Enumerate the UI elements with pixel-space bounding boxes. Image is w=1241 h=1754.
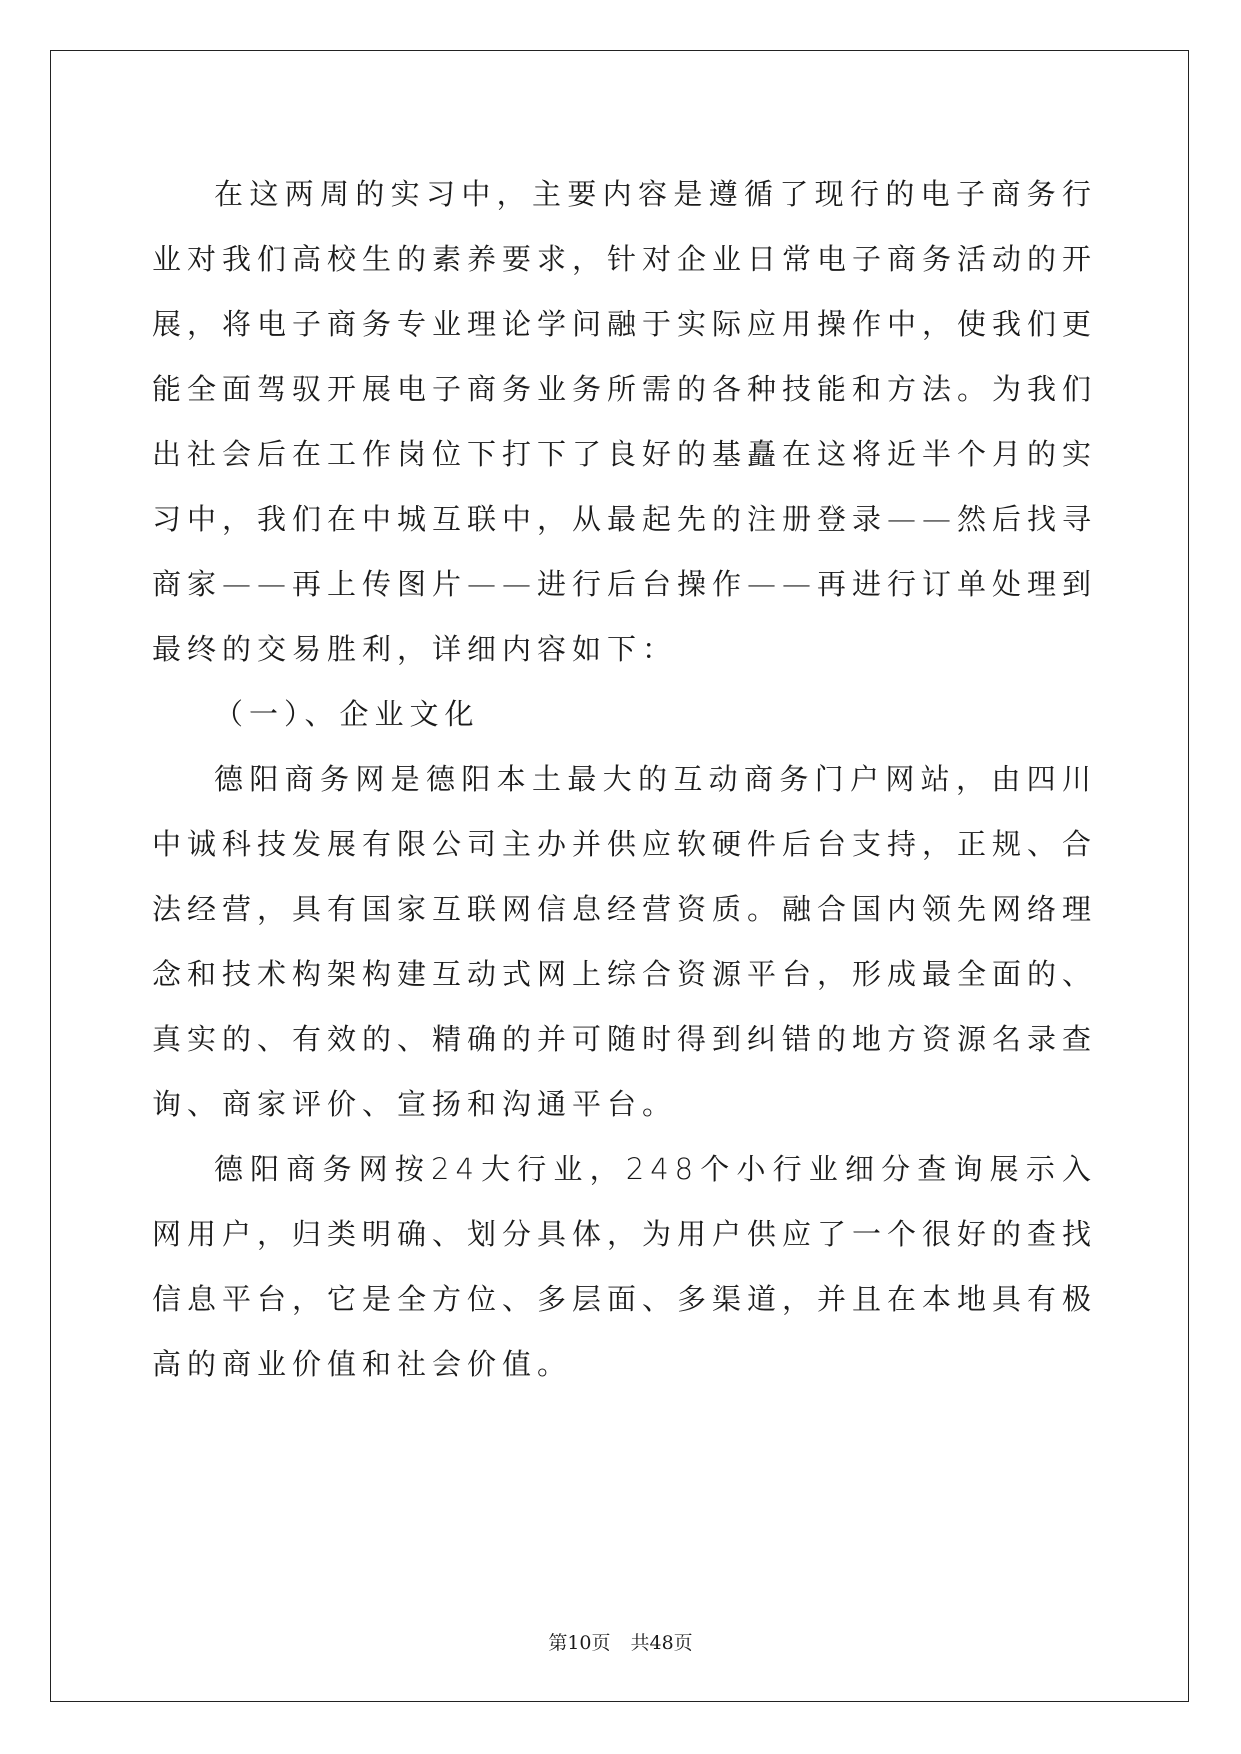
- page-footer: [0, 1628, 1241, 1655]
- current-page-number: 第10页: [548, 1632, 611, 1654]
- total-page-count: 共48页: [630, 1632, 693, 1654]
- section-heading-corporate-culture: （一）、企业文化: [214, 697, 480, 731]
- document-body: [152, 162, 1097, 1397]
- paragraph-industry-categories: 德阳商务网按24大行业，248个小行业细分查询展示入网用户，归类明确、划分具体，为用户供应了一个很好的查找信息平台，它是全方位、多层面、多渠道，并且在本地具有极高的商业价值和社会价值。: [152, 1152, 1098, 1381]
- paragraph-intro: 在这两周的实习中，主要内容是遵循了现行的电子商务行业对我们高校生的素养要求，针对企业日常电子商务活动的开展，将电子商务专业理论学问融于实际应用操作中，使我们更能全面驾驭开展电子商务业务所需的各种技能和方法。为我们出社会后在工作岗位下打下了良好的基矗在这将近半个月的实习中，我们在中城互联中，从最起先的注册登录——然后找寻商家——再上传图片——进行后台操作——再进行订单处理到最终的交易胜利，详细内容如下：: [152, 177, 1098, 666]
- paragraph-company-overview: 德阳商务网是德阳本土最大的互动商务门户网站，由四川中诚科技发展有限公司主办并供应软硬件后台支持，正规、合法经营，具有国家互联网信息经营资质。融合国内领先网络理念和技术构架构建互动式网上综合资源平台，形成最全面的、真实的、有效的、精确的并可随时得到纠错的地方资源名录查询、商家评价、宣扬和沟通平台。: [152, 762, 1098, 1121]
